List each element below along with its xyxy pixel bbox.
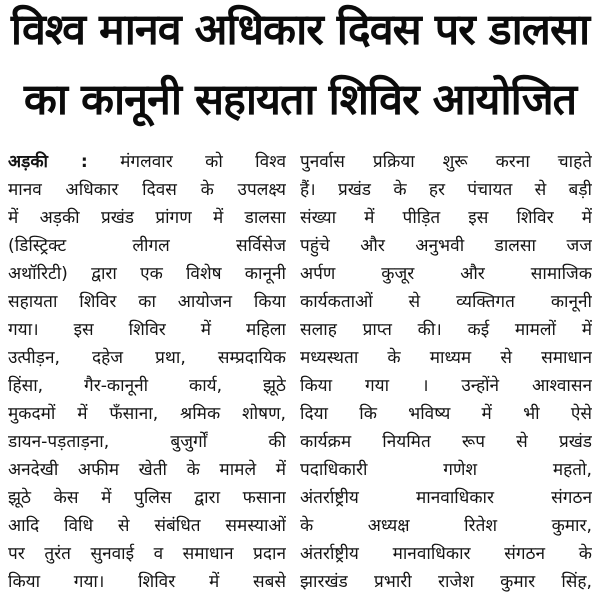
article-line: सलाह प्राप्त की। कई मामलों में [300,320,592,340]
article-line: सहायता शिविर का आयोजन किया [8,292,286,312]
article-line: अंतर्राष्ट्रीय मानवाधिकार संगठन के [300,544,592,564]
article-line-text: मंगलवार को विश्व [120,152,286,172]
article-line: मुकदमों में फँसाना, श्रमिक शोषण, [8,404,286,424]
dateline: अड़की : [8,152,88,172]
article-line: डायन-पड़ताड़ना, बुजुर्गों की [8,432,286,452]
article-column-right [300,148,592,596]
article-line: संख्या में पीड़ित इस शिविर में [300,208,592,228]
article-line: पुनर्वास प्रक्रिया शुरू करना चाहते [300,152,592,172]
article-line: कार्यकताओं से व्यक्तिगत कानूनी [300,292,592,312]
article-line: अथॉरिटी) द्वारा एक विशेष कानूनी [8,264,286,284]
article-line: पर तुरंत सुनवाई व समाधान प्रदान [8,544,286,564]
article-column-left [8,148,286,596]
article-line: मध्यस्थता के माध्यम से समाधान [300,348,592,368]
article-line: अंतर्राष्ट्रीय मानवाधिकार संगठन [300,488,592,508]
article-line: हिंसा, गैर-कानूनी कार्य, झूठे [8,376,286,396]
article-line: उत्पीड़न, दहेज प्रथा, सम्प्रदायिक [8,348,286,368]
article-line: (डिस्ट्रिक्ट लीगल सर्विसेज [8,236,286,256]
article-line: झूठे केस में पुलिस द्वारा फसाना [8,488,286,508]
article-line: किया गया । उन्होंने आश्वासन [300,376,592,396]
article-line: दिया कि भविष्य में भी ऐसे [300,404,592,424]
article-line: अर्पण कुजूर और सामाजिक [300,264,592,284]
article-line: अनदेखी अफीम खेती के मामले में [8,460,286,480]
article-line: पहुंचे और अनुभवी डालसा जज [300,236,592,256]
article-line: झारखंड प्रभारी राजेश कुमार सिंह, [300,572,592,592]
headline-line-2: का कानूनी सहायता शिविर आयोजित [23,75,577,125]
article-line: किया गया। शिविर में सबसे [8,572,286,592]
article-line: गया। इस शिविर में महिला [8,320,286,340]
article-line: के अध्यक्ष रितेश कुमार, [300,516,592,536]
article-line: आदि विधि से संबंधित समस्याओं [8,516,286,536]
headline-line-1: विश्व मानव अधिकार दिवस पर डालसा [10,5,590,55]
article-line: में अड़की प्रखंड प्रांगण में डालसा [8,208,286,228]
article-line: कार्यक्रम नियमित रूप से प्रखंड [300,432,592,452]
article-line: हैं। प्रखंड के हर पंचायत से बड़ी [300,180,592,200]
article-line: पदाधिकारी गणेश महतो, [300,460,592,480]
article-line: मानव अधिकार दिवस के उपलक्ष्य [8,180,286,200]
article-line [8,148,286,176]
